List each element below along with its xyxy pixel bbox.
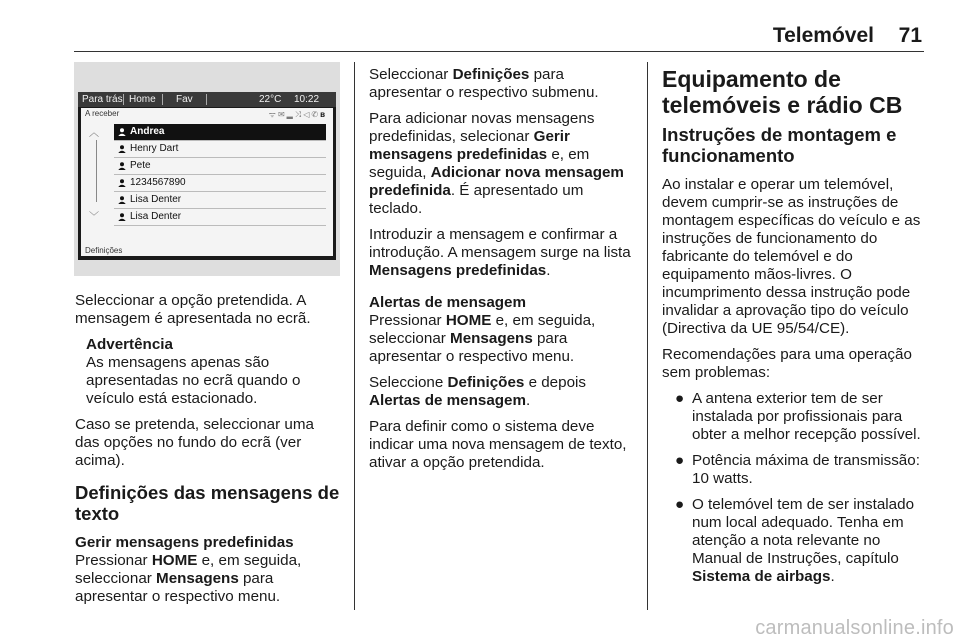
contact-icon [118,196,126,204]
screen-topbar [78,92,336,107]
status-icons [269,109,327,120]
list-item: ● O telemóvel tem de ser instalado num local adequado. Tenha em atenção a nota relevante no Manual de Instruções, capítulo Sistema de airbags. [675,496,915,585]
message-icon: ✉ [277,110,287,119]
contact-panel [81,108,333,256]
shuffle-icon: ⤨ [294,110,304,119]
contact-name: Henry Dart [130,143,179,154]
contact-name: 1234567890 [130,177,186,188]
wifi-icon: ᯤ [268,110,278,119]
bullet-icon: ● [675,496,685,513]
note-title: Advertência [86,336,173,353]
watermark: carmanualsonline.info [755,617,954,639]
subsection-heading: Gerir mensagens predefinidas [75,534,294,551]
contact-row[interactable] [114,209,326,226]
contact-name: Lisa Denter [130,194,182,205]
warning-note [75,336,340,408]
fav-button[interactable]: Fav [176,94,193,105]
clock-display: 10:22 [294,94,320,105]
column-divider-2 [647,62,648,610]
phone-icon: ✆ [311,110,321,119]
header-title: Telemóvel [772,24,874,47]
contact-list [114,124,326,226]
paragraph: Para definir como o sistema deve indicar uma nova mensagem de texto, ativar a opção pretendida. [369,418,627,471]
chapter-heading: Equipamento de telemóveis e rádio CB [662,66,903,118]
paragraph: Recomendações para uma operação sem problemas: [662,346,912,381]
scroll-track[interactable] [96,140,97,202]
back-button[interactable]: Para trás [82,94,123,105]
contact-name: Andrea [130,126,165,137]
scroll-up-icon[interactable]: ︿ [89,128,99,139]
contact-name: Pete [130,160,151,171]
column-divider-1 [354,62,355,610]
paragraph: Ao instalar e operar um telemóvel, devem cumprir-se as instruções de montagem específicas do veículo e as instruções de funcionamento do fabricante do telemóvel e do equipamento mãos-livres. O incumprimento dessa instrução pode invalidar a aprovação tipo do veículo (Directiva da UE 95/54/CE). [662,176,921,337]
infotainment-screenshot [74,62,340,276]
bluetooth-icon: ʙ [320,110,327,119]
column-2 [369,66,637,480]
list-item: ● A antena exterior tem de ser instalada por profissionais para obter a melhor recepção possível. [675,390,921,443]
paragraph: Caso se pretenda, seleccionar uma das opções no fundo do ecrã (ver acima). [75,416,314,469]
signal-icon: ▂ [286,110,295,119]
display-screen [78,92,336,260]
settings-button[interactable]: Definições [85,246,123,255]
note-text: As mensagens apenas são apresentadas no ecrã quando o veículo está estacionado. [86,354,301,407]
home-button[interactable]: Home [129,94,156,105]
temperature-display: 22°C [259,94,282,105]
contact-row[interactable] [114,192,326,209]
contact-icon [118,162,126,170]
recommendation-list [662,390,928,586]
paragraph: Seleccione Definições e depois Alertas de mensagem. [369,374,586,409]
contact-icon [118,179,126,187]
contact-row[interactable] [114,124,326,141]
bullet-icon: ● [675,452,685,469]
contact-icon [118,128,126,136]
paragraph: Pressionar HOME e, em seguida, seleccionar Mensagens para apresentar o respectivo menu. [369,312,596,365]
paragraph: Pressionar HOME e, em seguida, seleccionar Mensagens para apresentar o respectivo menu. [75,552,302,605]
column-3 [662,66,928,594]
list-item: ● Potência máxima de transmissão: 10 watts. [675,452,920,487]
contact-row[interactable] [114,141,326,158]
section-heading: Instruções de montagem e funcionamento [662,124,897,166]
contact-icon [118,213,126,221]
page-number: 71 [898,24,922,47]
bullet-icon: ● [675,390,685,407]
contact-row[interactable] [114,158,326,175]
contact-row[interactable] [114,175,326,192]
cross-reference-link[interactable]: Sistema de airbags [692,568,831,585]
mute-icon: ◁ [303,110,312,119]
header-rule [74,51,924,52]
receiving-label: A receber [85,109,120,118]
contact-name: Lisa Denter [130,211,182,222]
scroll-down-icon[interactable]: ﹀ [89,212,99,223]
contact-icon [118,145,126,153]
section-heading: Definições das mensagens de texto [75,482,340,524]
paragraph: Introduzir a mensagem e confirmar a introdução. A mensagem surge na lista Mensagens predefinidas. [369,226,631,279]
page-header [0,0,960,60]
column-1 [75,292,340,614]
paragraph: Seleccionar Definições para apresentar o respectivo submenu. [369,66,599,101]
subsection-heading: Alertas de mensagem [369,294,527,311]
paragraph: Para adicionar novas mensagens predefinidas, selecionar Gerir mensagens predefinidas e, em seguida, Adicionar nova mensagem predefinida. É apresentado um teclado. [369,110,624,217]
paragraph: Seleccionar a opção pretendida. A mensagem é apresentada no ecrã. [75,292,311,327]
